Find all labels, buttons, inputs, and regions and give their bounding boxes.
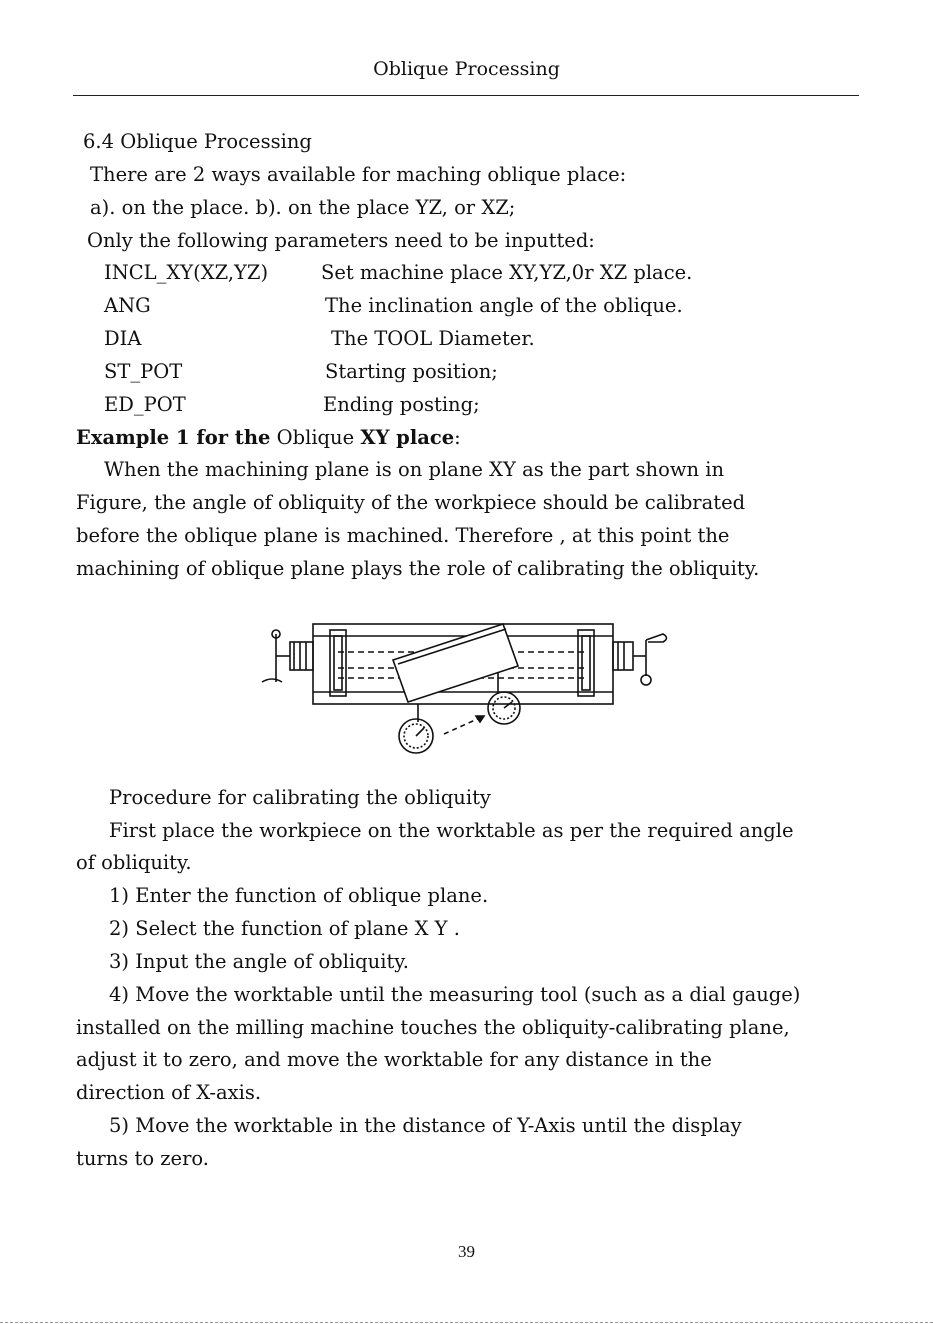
- example-plane: XY place: [360, 426, 455, 449]
- param-name: DIA: [104, 327, 142, 350]
- param-name: ST_POT: [104, 360, 183, 383]
- section-heading: 6.4 Oblique Processing: [83, 130, 312, 153]
- procedure-step-cont: installed on the milling machine touches the obliquity-calibrating plane,: [76, 1016, 790, 1039]
- procedure-step: 2) Select the function of plane X Y .: [109, 917, 460, 940]
- procedure-step-cont: adjust it to zero, and move the worktable for any distance in the: [76, 1048, 712, 1071]
- page-number: 39: [458, 1242, 475, 1261]
- example-colon: :: [454, 426, 461, 449]
- bottom-rule: [0, 1322, 933, 1323]
- procedure-step: 1) Enter the function of oblique plane.: [109, 884, 489, 907]
- right-clamp: [578, 630, 594, 696]
- param-desc: Starting position;: [325, 360, 498, 383]
- paragraph-line: When the machining plane is on plane XY as the part shown in: [104, 458, 725, 481]
- param-name: INCL_XY(XZ,YZ): [104, 261, 269, 284]
- procedure-step-cont: direction of X-axis.: [76, 1081, 262, 1104]
- procedure-step: 5) Move the worktable in the distance of Y-Axis until the display: [109, 1114, 742, 1137]
- procedure-title: Procedure for calibrating the obliquity: [109, 786, 491, 809]
- param-name: ANG: [104, 294, 151, 317]
- param-name: ED_POT: [104, 393, 186, 416]
- ways-text: a). on the place. b). on the place YZ, or XZ;: [90, 196, 516, 219]
- param-desc: The TOOL Diameter.: [331, 327, 535, 350]
- header-rule: [73, 95, 859, 96]
- paragraph-line: machining of oblique plane plays the role of calibrating the obliquity.: [76, 557, 760, 580]
- paragraph-line: before the oblique plane is machined. Therefore , at this point the: [76, 524, 730, 547]
- left-clamp: [330, 630, 346, 696]
- example-heading: [76, 425, 461, 451]
- procedure-first-line: of obliquity.: [76, 851, 192, 874]
- procedure-step-cont: turns to zero.: [76, 1147, 209, 1170]
- intro-text: There are 2 ways available for maching oblique place:: [90, 163, 627, 186]
- running-header: Oblique Processing: [373, 58, 560, 80]
- params-intro: Only the following parameters need to be inputted:: [87, 229, 595, 252]
- right-crank-housing: [613, 642, 633, 670]
- paragraph-line: Figure, the angle of obliquity of the workpiece should be calibrated: [76, 491, 746, 514]
- param-desc: The inclination angle of the oblique.: [325, 294, 683, 317]
- procedure-first-line: First place the workpiece on the worktable as per the required angle: [109, 819, 794, 842]
- procedure-step: 3) Input the angle of obliquity.: [109, 950, 409, 973]
- worktable-dial-gauge-figure: [248, 612, 678, 772]
- example-label: Example 1 for the: [76, 426, 271, 449]
- example-oblique: Oblique: [276, 426, 355, 449]
- procedure-step: 4) Move the worktable until the measuring tool (such as a dial gauge): [109, 983, 801, 1006]
- param-desc: Ending posting;: [323, 393, 480, 416]
- param-desc: Set machine place XY,YZ,0r XZ place.: [321, 261, 693, 284]
